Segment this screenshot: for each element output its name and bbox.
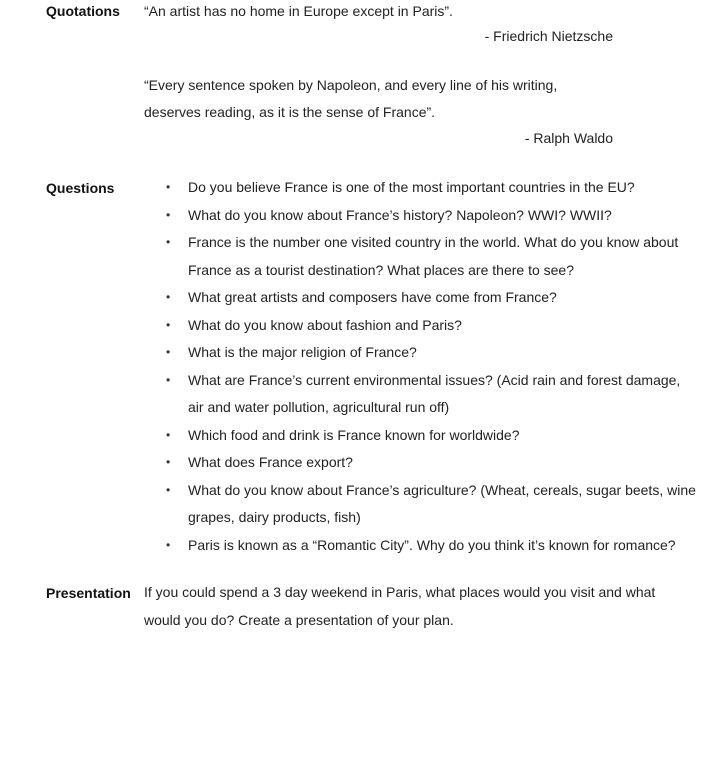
quote-emerson-line-1: “Every sentence spoken by Napoleon, and every line of his writing, <box>144 77 558 93</box>
question-item: • What do you know about France’s agriculture? (Wheat, cereals, sugar beets, wine grapes, dairy products, fish) <box>166 477 696 532</box>
question-item: • What are France’s current environmental issues? (Acid rain and forest damage, air and water pollution, agricultural run off) <box>166 367 696 422</box>
quote-nietzsche-text: “An artist has no home in Europe except in Paris”. <box>144 3 453 19</box>
presentation-label: Presentation <box>46 585 131 601</box>
question-item: • What great artists and composers have come from France? <box>166 284 696 312</box>
questions-list <box>166 174 696 559</box>
question-item: • What do you know about France’s history? Napoleon? WWI? WWII? <box>166 202 696 230</box>
quote-emerson-author: - Ralph Waldo <box>524 130 613 146</box>
quote-nietzsche-author: - Friedrich Nietzsche <box>484 28 613 44</box>
question-item: • What is the major religion of France? <box>166 339 696 367</box>
questions-label: Questions <box>46 180 115 196</box>
question-item: • Paris is known as a “Romantic City”. Why do you think it’s known for romance? <box>166 532 696 560</box>
question-item: • What does France export? <box>166 449 696 477</box>
question-item: • Do you believe France is one of the most important countries in the EU? <box>166 174 696 202</box>
question-item: • What do you know about fashion and Paris? <box>166 312 696 340</box>
presentation-line-2: would you do? Create a presentation of your plan. <box>144 612 454 628</box>
quotations-label: Quotations <box>46 3 120 19</box>
question-item: • France is the number one visited country in the world. What do you know about France as a tourist destination? What places are there to see? <box>166 229 696 284</box>
presentation-line-1: If you could spend a 3 day weekend in Paris, what places would you visit and what <box>144 584 656 600</box>
question-item: • Which food and drink is France known for worldwide? <box>166 422 696 450</box>
quote-emerson-line-2: deserves reading, as it is the sense of France”. <box>144 104 436 120</box>
